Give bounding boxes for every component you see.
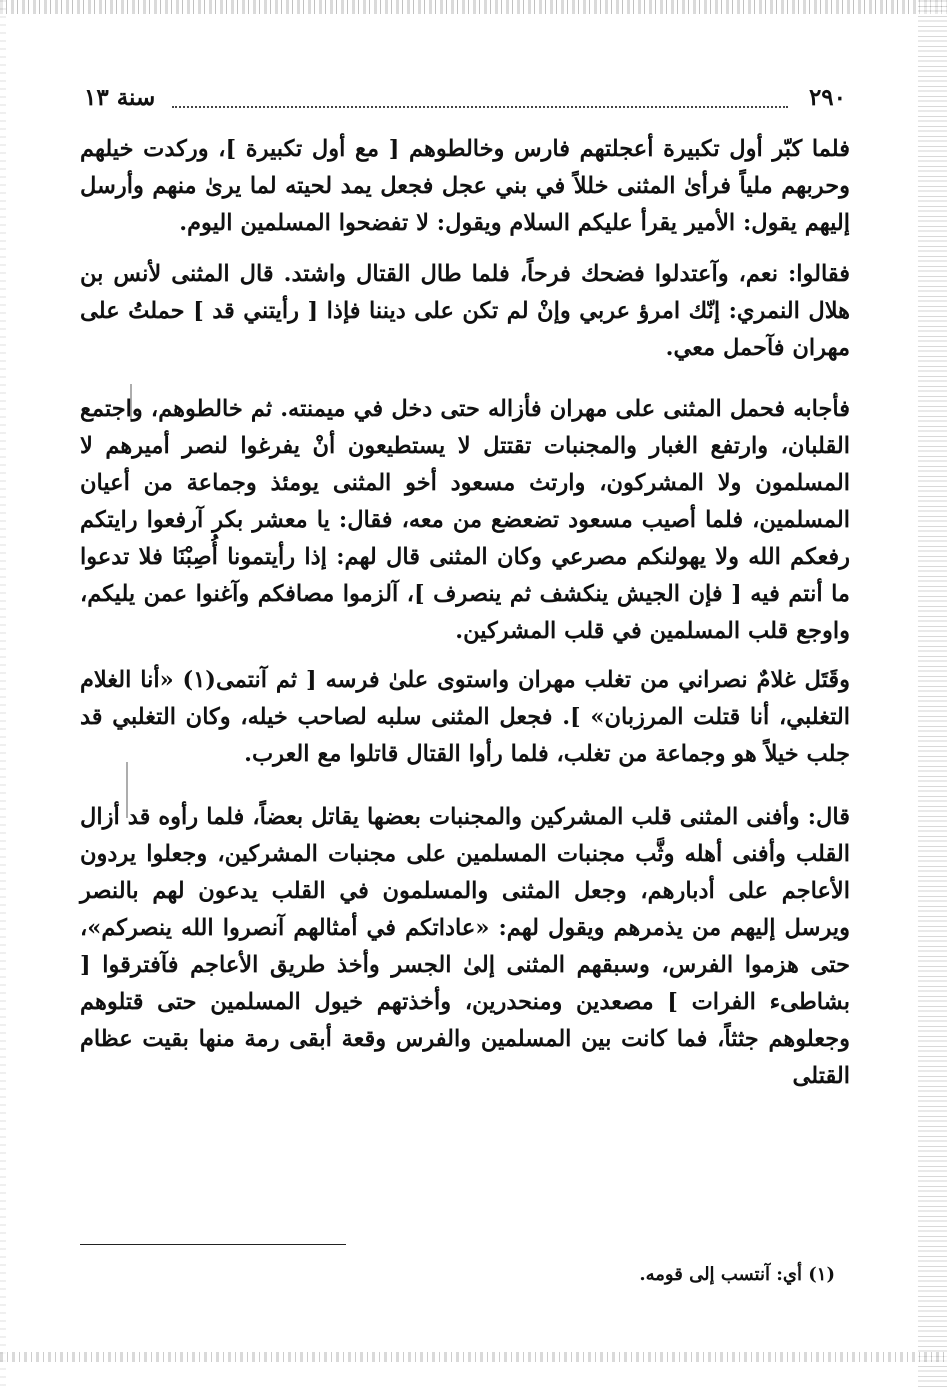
scan-noise-left <box>0 0 6 1388</box>
year-label: سنة ١٣ <box>84 84 156 111</box>
paragraph: فلما كبّر أول تكبيرة أعجلتهم فارس وخالطوهم [ مع أول تكبيرة ]، وركدت خيلهم وحربهم ملياً فرأىٰ المثنى خللاً في بني عجل فجعل يمد لحيته لما يرىٰ منهم وأرسل إليهم يقول: الأمير يقرأ عليكم السلام ويقول: لا تفضحوا المسلمين اليوم. <box>80 136 850 236</box>
header-dotted-leader <box>172 106 788 108</box>
scan-noise-right <box>918 0 947 1388</box>
page-number: ٢٩٠ <box>808 84 846 111</box>
book-page <box>80 80 850 1095</box>
running-header <box>80 80 850 110</box>
paragraph: فأجابه فحمل المثنى على مهران فأزاله حتى دخل في ميمنته. ثم خالطوهم، واجتمع القلبان، وارتفع الغبار والمجنبات تقتتل لا يستطيعون أنْ يفرغوا لنصر أميرهم لا المسلمون ولا المشركون، وارتث مسعود أخو المثنى يومئذ وجماعة من أعيان المسلمين، فلما أصيب مسعود تضعضع من معه، فقال: يا معشر بكر آرفعوا رايتكم رفعكم الله ولا يهولنكم مصرعي وكان المثنى قال لهم: إذا رأيتمونا أُصِبْنَا فلا تدعوا ما أنتم فيه [ فإن الجيش ينكشف ثم ينصرف ]، آلزموا مصافكم وآغنوا عمن يليكم، واوجع قلب المسلمين في قلب المشركين. <box>80 396 850 644</box>
scan-noise-bottom <box>0 1352 947 1362</box>
paragraph: فقالوا: نعم، وآعتدلوا فضحك فرحاً، فلما طال القتال واشتد. قال المثنى لأنس بن هلال النمري: إنّك امرؤ عربي وإنْ لم تكن على ديننا فإذا [ رأيتني قد ] حملتُ على مهران فآحمل معي. <box>80 261 850 361</box>
footnote-separator <box>80 1244 346 1245</box>
footnote: (١) أي: آنتسب إلى قومه. <box>639 1264 835 1285</box>
paragraph: قال: وأفنى المثنى قلب المشركين والمجنبات بعضها يقاتل بعضاً، فلما رأوه قد أزال القلب وأفنى أهله وثَّب مجنبات المسلمين على مجنبات المشركين، وجعلوا يردون الأعاجم على أدبارهم، وجعل المثنى والمسلمون في القلب يدعون لهم بالنصر ويرسل إليهم من يذمرهم ويقول لهم: «عاداتكم في أمثالهم آنصروا الله ينصركم»، حتى هزموا الفرس، وسبقهم المثنى إلىٰ الجسر وأخذ طريق الأعاجم فآفترقوا [ بشاطىء الفرات ] مصعدين ومنحدرين، وأخذتهم خيول المسلمين حتى قتلوهم وجعلوهم جثثاً، فما كانت بين المسلمين والفرس وقعة أبقى رمة منها بقيت عظام القتلى <box>80 804 850 1089</box>
paragraph: وقَتَل غلامٌ نصراني من تغلب مهران واستوى علىٰ فرسه [ ثم آنتمى(١) «أنا الغلام التغلبي، أنا قتلت المرزبان» ]. فجعل المثنى سلبه لصاحب خيله، وكان التغلبي قد جلب خيلاً هو وجماعة من تغلب، فلما رأوا القتال قاتلوا مع العرب. <box>80 667 850 767</box>
scan-noise-top <box>0 0 947 14</box>
